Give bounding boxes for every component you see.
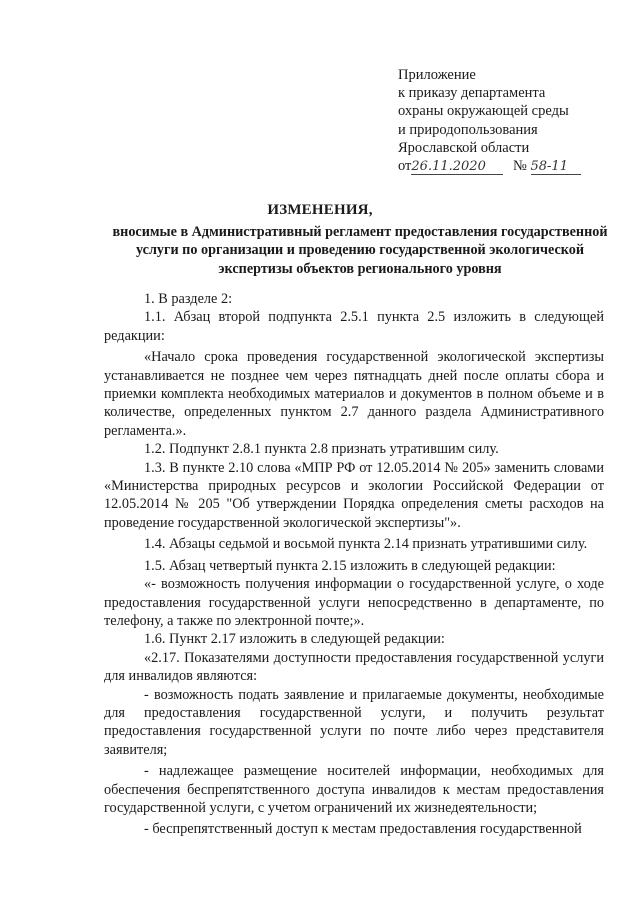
appendix-line: Ярославской области bbox=[398, 139, 530, 156]
body-paragraph: «Начало срока проведения государственной экологической экспертизы устанавливается не позднее чем через пятнадцать дней после оплаты сбора и приемки комплекта необходимых материалов и документов в полном объеме и в количестве, определенных пунктом 2.7 данного раздела Административного регламента.». bbox=[104, 349, 604, 439]
order-number: 58-11 bbox=[531, 160, 581, 175]
document-subtitle: вносимые в Административный регламент предоставления государственной услуги по организации и проведению государственной экологической экспертизы объектов регионального уровня bbox=[112, 224, 608, 277]
document-title: ИЗМЕНЕНИЯ, bbox=[267, 202, 373, 218]
document-body bbox=[104, 290, 604, 839]
appendix-line: Приложение bbox=[398, 67, 476, 83]
body-paragraph: - возможность подать заявление и прилагаемые документы, необходимые для предоставления государственной услуги, и получить результат предоставления государственной услуги по почте либо через представителя заявителя; bbox=[104, 686, 604, 758]
date-prefix: от bbox=[398, 158, 412, 175]
body-paragraph: 1.4. Абзацы седьмой и восьмой пункта 2.14 признать утратившими силу. bbox=[144, 536, 588, 553]
number-prefix: № bbox=[513, 158, 527, 175]
appendix-line: к приказу департамента bbox=[398, 85, 546, 102]
body-paragraph: - беспрепятственный доступ к местам предоставления государственной bbox=[144, 821, 582, 838]
body-paragraph: 1.3. В пункте 2.10 слова «МПР РФ от 12.05.2014 № 205» заменить словами «Министерства природных ресурсов и экологии Российской Федерации от 12.05.2014 № 205 "Об утверждении Порядка определения сметы расходов на проведение государственной экологической экспертизы"». bbox=[104, 459, 604, 531]
appendix-block bbox=[398, 66, 628, 175]
body-paragraph: 1. В разделе 2: bbox=[144, 291, 233, 307]
order-date-number-line bbox=[398, 157, 628, 175]
body-paragraph: «2.17. Показателями доступности предоставления государственной услуги для инвалидов являются: bbox=[104, 649, 604, 685]
order-date: 26.11.2020 bbox=[411, 160, 503, 175]
body-paragraph: 1.1. Абзац второй подпункта 2.5.1 пункта 2.5 изложить в следующей редакции: bbox=[104, 309, 604, 344]
appendix-line: охраны окружающей среды bbox=[398, 103, 569, 120]
body-paragraph: 1.6. Пункт 2.17 изложить в следующей редакции: bbox=[144, 631, 445, 648]
appendix-line: и природопользования bbox=[398, 121, 538, 138]
body-paragraph: «- возможность получения информации о государственной услуге, о ходе предоставления государственной услуги непосредственно в департаменте, по телефону, а также по электронной почте;». bbox=[104, 576, 604, 629]
body-paragraph: 1.2. Подпункт 2.8.1 пункта 2.8 признать утратившим силу. bbox=[144, 441, 499, 458]
body-paragraph: 1.5. Абзац четвертый пункта 2.15 изложить в следующей редакции: bbox=[144, 557, 556, 574]
body-paragraph: - надлежащее размещение носителей информации, необходимых для обеспечения беспрепятственного доступа инвалидов к местам предоставления государственной услуги, с учетом ограничений их жизнедеятельности; bbox=[104, 763, 604, 816]
